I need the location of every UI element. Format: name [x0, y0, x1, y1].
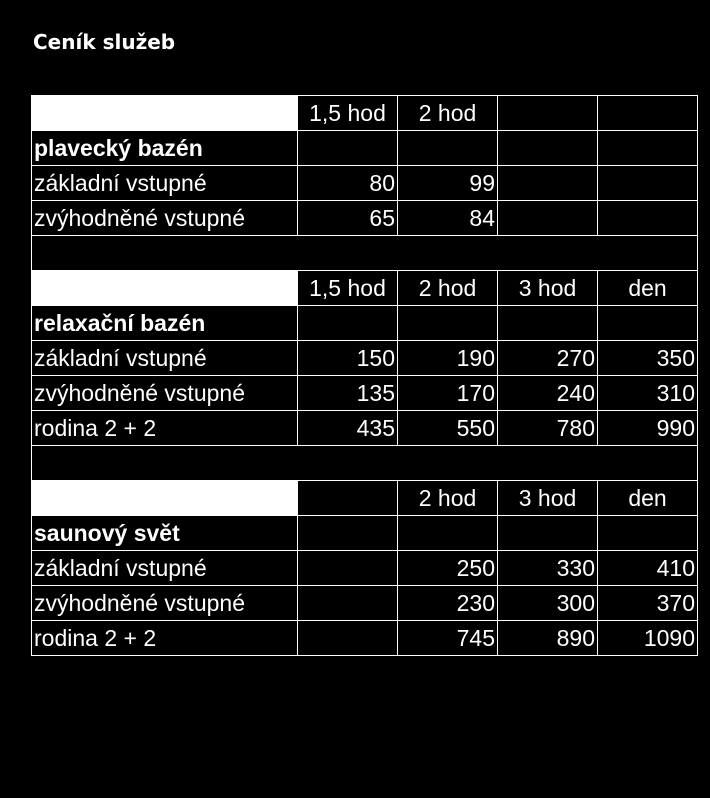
price-cell	[598, 166, 698, 201]
header-row	[32, 271, 698, 306]
header-blank-cell	[32, 271, 298, 306]
price-cell: 370	[598, 586, 698, 621]
empty-cell	[498, 306, 598, 341]
column-header: 1,5 hod	[298, 271, 398, 306]
price-table	[31, 95, 698, 656]
table-row	[32, 411, 698, 446]
table-row	[32, 166, 698, 201]
empty-cell	[498, 516, 598, 551]
row-label: zvýhodněné vstupné	[32, 201, 298, 236]
column-header: 2 hod	[398, 96, 498, 131]
empty-cell	[498, 131, 598, 166]
header-blank-cell	[32, 96, 298, 131]
column-header: 3 hod	[498, 271, 598, 306]
row-label: rodina 2 + 2	[32, 621, 298, 656]
price-cell	[298, 586, 398, 621]
section-row	[32, 516, 698, 551]
column-header	[498, 96, 598, 131]
table-row	[32, 551, 698, 586]
price-cell	[498, 166, 598, 201]
empty-cell	[398, 306, 498, 341]
empty-cell	[398, 131, 498, 166]
page-title: Ceník služeb	[33, 30, 176, 54]
price-cell	[498, 201, 598, 236]
price-cell: 890	[498, 621, 598, 656]
price-cell: 270	[498, 341, 598, 376]
price-cell	[298, 551, 398, 586]
table-row	[32, 621, 698, 656]
price-cell: 330	[498, 551, 598, 586]
table-row	[32, 376, 698, 411]
spacer-row-cell	[32, 446, 698, 481]
price-cell: 65	[298, 201, 398, 236]
column-header	[298, 481, 398, 516]
spacer-row	[32, 236, 698, 271]
price-cell: 410	[598, 551, 698, 586]
price-cell: 80	[298, 166, 398, 201]
price-cell	[598, 201, 698, 236]
empty-cell	[298, 131, 398, 166]
price-cell: 745	[398, 621, 498, 656]
section-name: saunový svět	[32, 516, 298, 551]
column-header: 1,5 hod	[298, 96, 398, 131]
price-cell: 230	[398, 586, 498, 621]
table-row	[32, 586, 698, 621]
empty-cell	[398, 516, 498, 551]
price-cell: 780	[498, 411, 598, 446]
price-cell: 250	[398, 551, 498, 586]
price-cell: 310	[598, 376, 698, 411]
table-row	[32, 341, 698, 376]
spacer-row-cell	[32, 236, 698, 271]
section-row	[32, 131, 698, 166]
row-label: základní vstupné	[32, 341, 298, 376]
header-row	[32, 96, 698, 131]
column-header: den	[598, 481, 698, 516]
price-cell: 240	[498, 376, 598, 411]
empty-cell	[298, 306, 398, 341]
price-cell: 550	[398, 411, 498, 446]
price-cell: 99	[398, 166, 498, 201]
price-cell: 190	[398, 341, 498, 376]
empty-cell	[598, 516, 698, 551]
column-header	[598, 96, 698, 131]
empty-cell	[598, 306, 698, 341]
table-row	[32, 201, 698, 236]
header-blank-cell	[32, 481, 298, 516]
column-header: den	[598, 271, 698, 306]
price-cell: 300	[498, 586, 598, 621]
price-cell: 435	[298, 411, 398, 446]
section-row	[32, 306, 698, 341]
column-header: 2 hod	[398, 481, 498, 516]
spacer-row	[32, 446, 698, 481]
price-cell: 1090	[598, 621, 698, 656]
column-header: 2 hod	[398, 271, 498, 306]
row-label: základní vstupné	[32, 166, 298, 201]
section-name: relaxační bazén	[32, 306, 298, 341]
price-cell: 170	[398, 376, 498, 411]
column-header: 3 hod	[498, 481, 598, 516]
row-label: zvýhodněné vstupné	[32, 586, 298, 621]
row-label: zvýhodněné vstupné	[32, 376, 298, 411]
price-cell: 135	[298, 376, 398, 411]
price-cell: 990	[598, 411, 698, 446]
price-cell: 150	[298, 341, 398, 376]
price-cell	[298, 621, 398, 656]
row-label: rodina 2 + 2	[32, 411, 298, 446]
price-cell: 350	[598, 341, 698, 376]
empty-cell	[598, 131, 698, 166]
price-cell: 84	[398, 201, 498, 236]
empty-cell	[298, 516, 398, 551]
section-name: plavecký bazén	[32, 131, 298, 166]
row-label: základní vstupné	[32, 551, 298, 586]
header-row	[32, 481, 698, 516]
